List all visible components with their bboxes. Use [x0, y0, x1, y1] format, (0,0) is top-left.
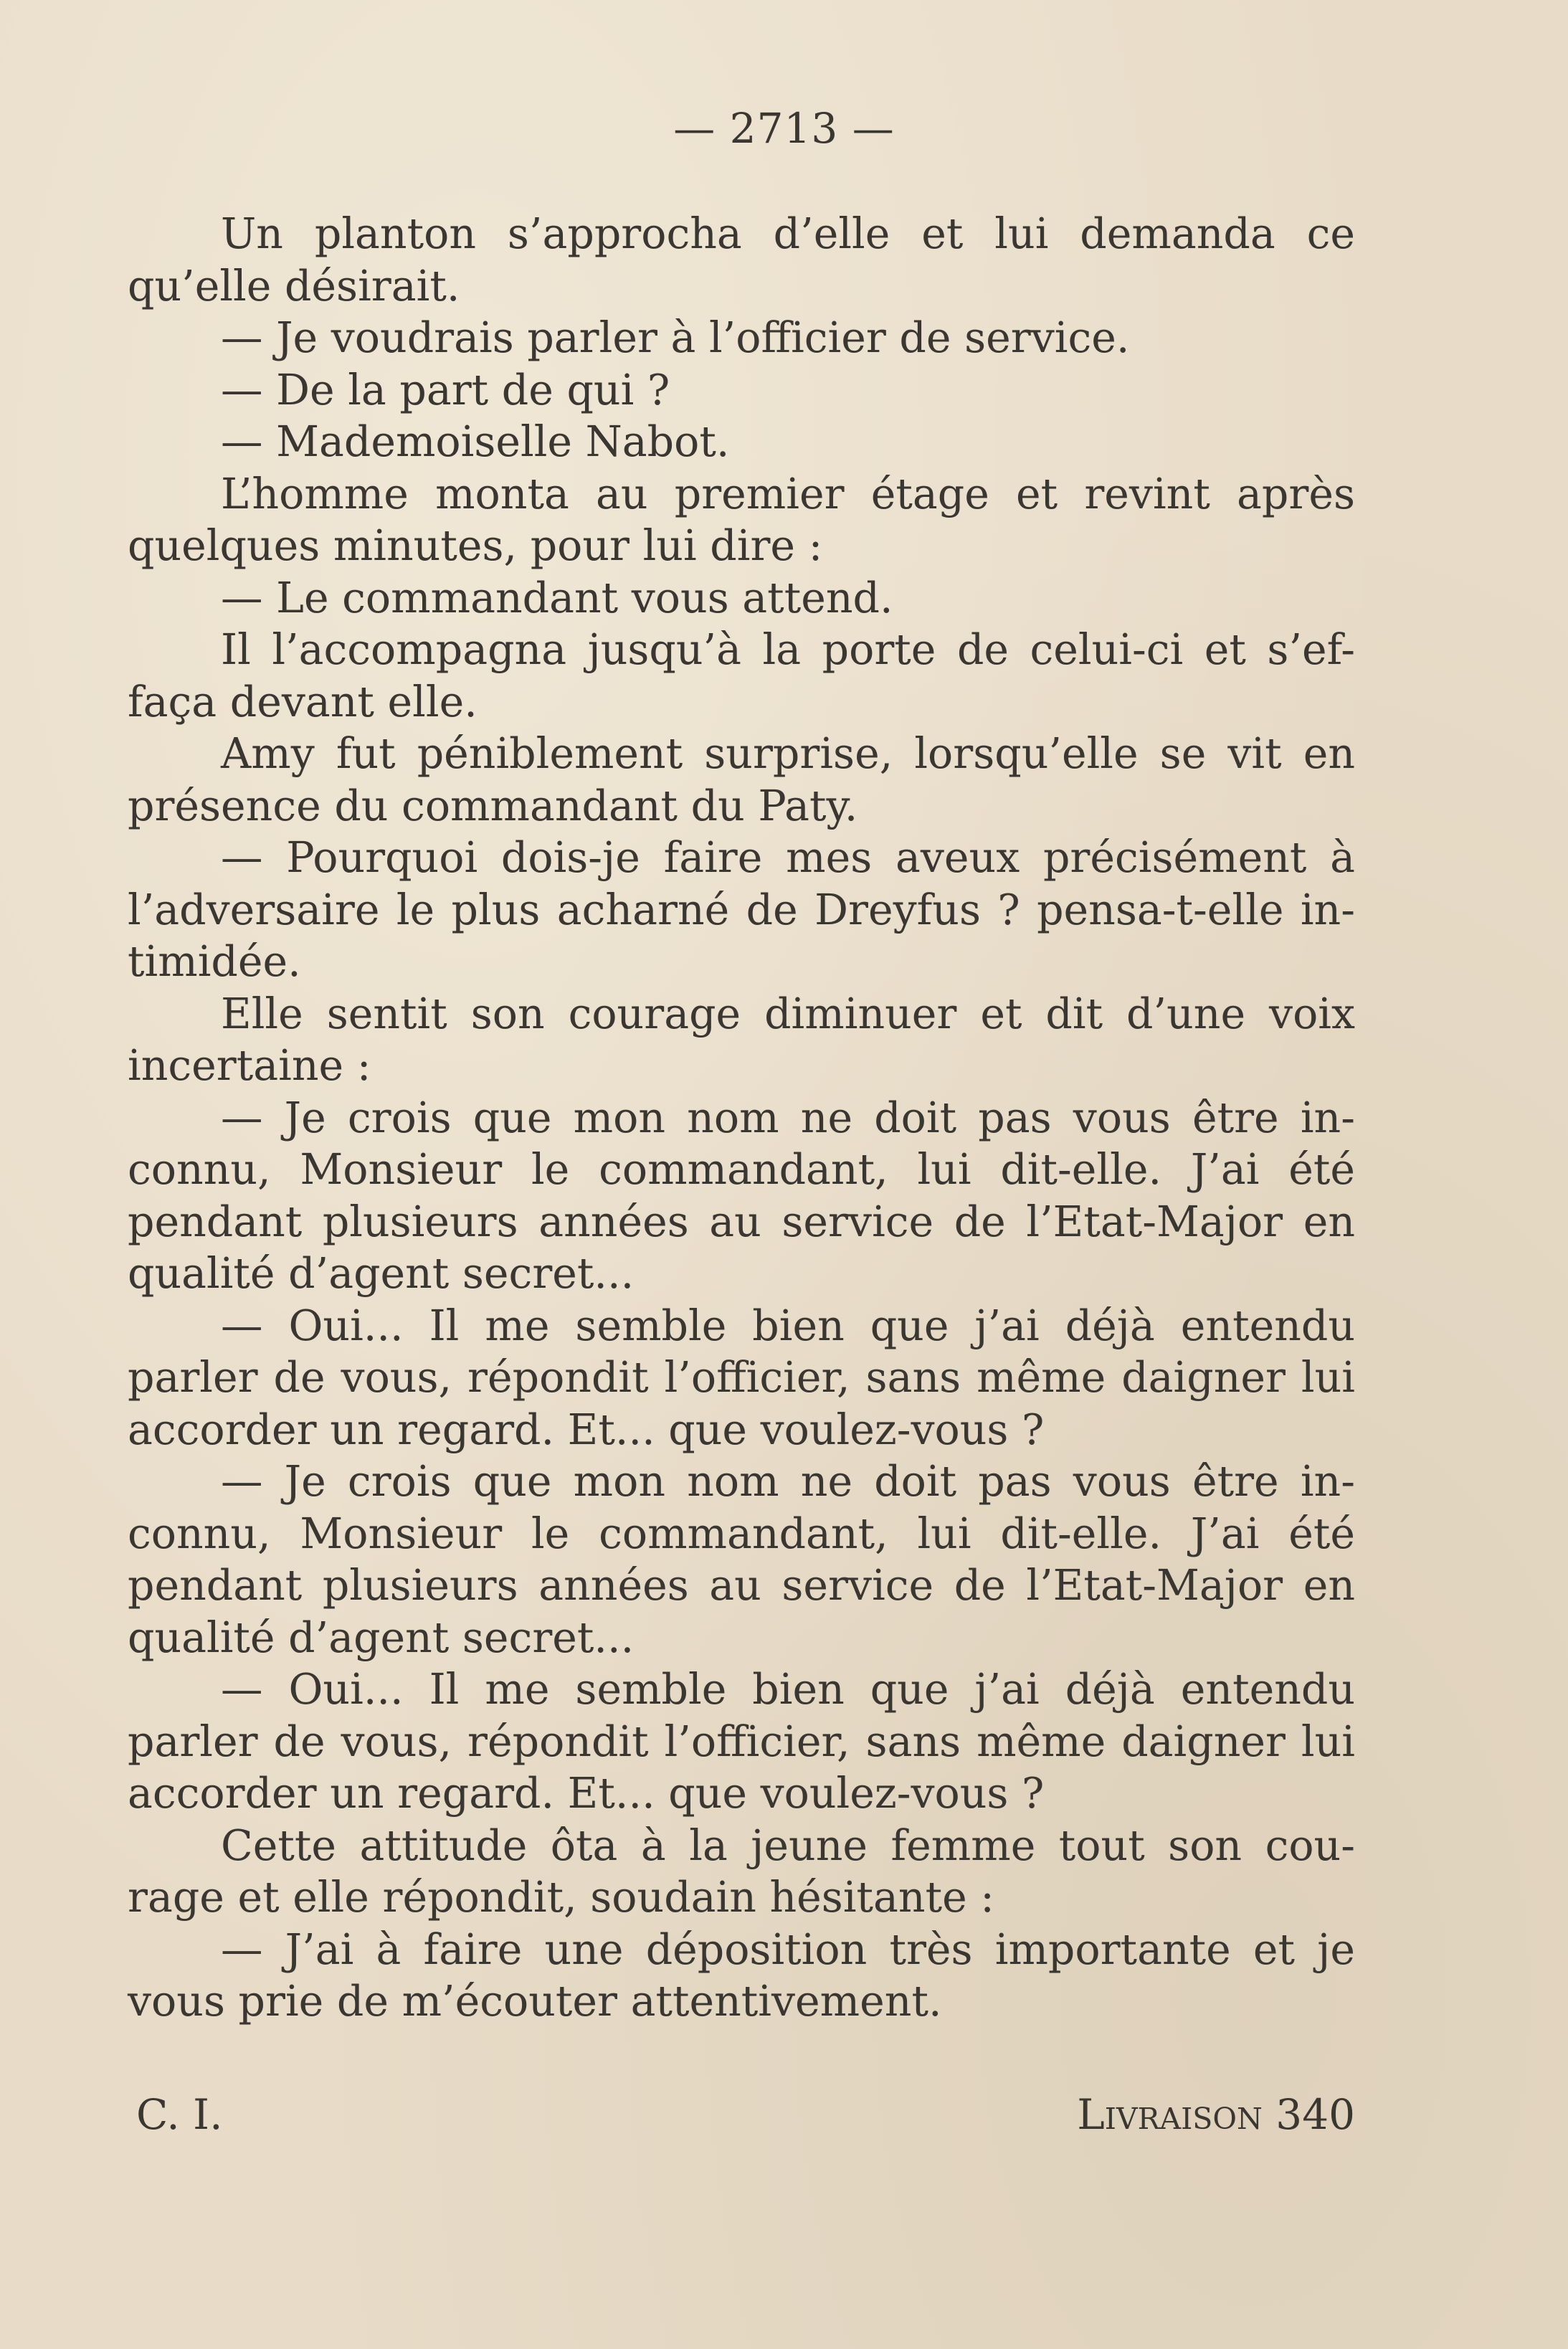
- text-line: accorder un regard. Et... que voulez-vous ?: [128, 1405, 1045, 1454]
- text-line: — Mademoiselle Nabot.: [221, 417, 730, 466]
- text-line: Il l’accompagna jusqu’à la porte de celui-ci et s’ef-: [221, 625, 1355, 674]
- text-line: Elle sentit son courage diminuer et dit d’une voix: [221, 989, 1355, 1038]
- text-line: présence du commandant du Paty.: [128, 781, 858, 830]
- text-line: qu’elle désirait.: [128, 261, 460, 310]
- text-line: connu, Monsieur le commandant, lui dit-elle. J’ai été: [128, 1509, 1355, 1558]
- text-line: — Oui... Il me semble bien que j’ai déjà entendu: [221, 1301, 1355, 1350]
- text-line: vous prie de m’écouter attentivement.: [128, 1977, 942, 2026]
- page-number: — 2713 —: [673, 104, 895, 153]
- page-footer: [136, 2090, 1355, 2148]
- text-line: Cette attitude ôta à la jeune femme tout son cou-: [221, 1821, 1355, 1870]
- text-line: faça devant elle.: [128, 677, 477, 726]
- text-line: qualité d’agent secret...: [128, 1249, 635, 1298]
- text-line: rage et elle répondit, soudain hésitante :: [128, 1873, 995, 1922]
- text-line: Amy fut péniblement surprise, lorsqu’elle se vit en: [221, 729, 1355, 778]
- footer-livraison: Livraison 340: [1077, 2090, 1355, 2139]
- text-line: — Je crois que mon nom ne doit pas vous être in-: [221, 1457, 1355, 1506]
- footer-signature: C. I.: [136, 2090, 223, 2139]
- body-text: [128, 208, 1355, 2028]
- text-line: L’homme monta au premier étage et revint après: [221, 469, 1355, 518]
- text-line: timidée.: [128, 937, 301, 986]
- text-line: Un planton s’approcha d’elle et lui demanda ce: [221, 209, 1355, 258]
- text-line: accorder un regard. Et... que voulez-vous ?: [128, 1769, 1045, 1818]
- text-line: parler de vous, répondit l’officier, sans même daigner lui: [128, 1717, 1355, 1766]
- text-line: quelques minutes, pour lui dire :: [128, 521, 823, 570]
- text-line: — J’ai à faire une déposition très importante et je: [221, 1925, 1355, 1974]
- text-line: pendant plusieurs années au service de l’Etat-Major en: [128, 1197, 1355, 1246]
- text-line: — Je crois que mon nom ne doit pas vous être in-: [221, 1093, 1355, 1142]
- text-line: — Je voudrais parler à l’officier de service.: [221, 313, 1130, 362]
- text-line: — Pourquoi dois-je faire mes aveux précisément à: [221, 833, 1355, 882]
- text-line: qualité d’agent secret...: [128, 1613, 635, 1662]
- text-line: pendant plusieurs années au service de l’Etat-Major en: [128, 1561, 1355, 1610]
- text-line: incertaine :: [128, 1041, 371, 1090]
- text-line: l’adversaire le plus acharné de Dreyfus ? pensa-t-elle in-: [128, 885, 1355, 934]
- text-line: parler de vous, répondit l’officier, sans même daigner lui: [128, 1353, 1355, 1402]
- text-line: connu, Monsieur le commandant, lui dit-elle. J’ai été: [128, 1145, 1355, 1194]
- text-line: — Le commandant vous attend.: [221, 573, 893, 622]
- text-line: — Oui... Il me semble bien que j’ai déjà entendu: [221, 1665, 1355, 1714]
- text-line: — De la part de qui ?: [221, 365, 670, 414]
